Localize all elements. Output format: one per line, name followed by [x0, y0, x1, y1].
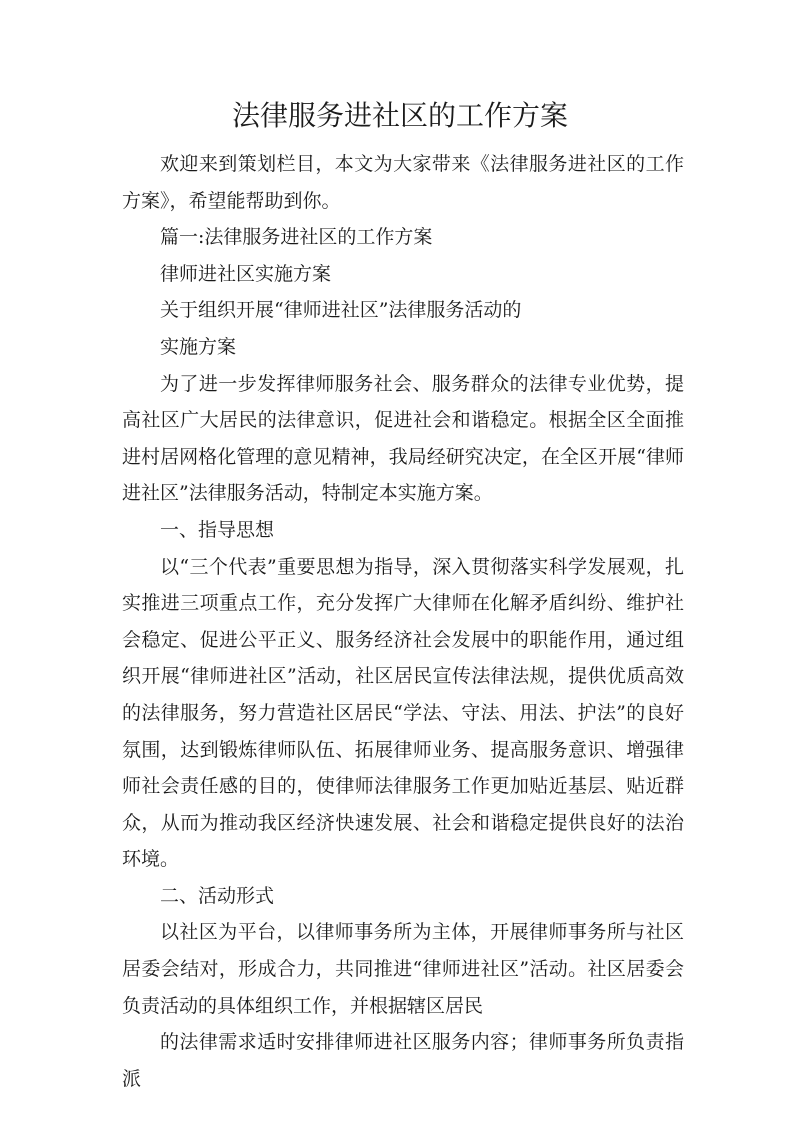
- paragraph-plan-subtitle-cont: 实施方案: [160, 335, 237, 358]
- paragraph-part-one-heading: 篇一:法律服务进社区的工作方案: [160, 226, 433, 249]
- document-body: [122, 146, 684, 1097]
- section-heading-activity-form: 二、活动形式: [160, 884, 275, 907]
- paragraph-purpose: 为了进一步发挥律师服务社会、服务群众的法律专业优势，提高社区广大居民的法律意识，促进社会和谐稳定。根据全区全面推进村居网格化管理的意见精神，我局经研究决定，在全区开展“律师进社区”法律服务活动，特制定本实施方案。: [122, 372, 684, 505]
- paragraph-intro: 欢迎来到策划栏目，本文为大家带来《法律服务进社区的工作方案》，希望能帮助到你。: [122, 153, 684, 212]
- paragraph-activity-form: 以社区为平台，以律师事务所为主体，开展律师事务所与社区居委会结对，形成合力，共同推进“律师进社区”活动。社区居委会负责活动的具体组织工作，并根据辖区居民: [122, 921, 684, 1017]
- paragraph-plan-title: 律师进社区实施方案: [160, 262, 332, 285]
- section-heading-guiding-ideology: 一、指导思想: [160, 518, 275, 541]
- paragraph-guiding-ideology: 以“三个代表”重要思想为指导，深入贯彻落实科学发展观，扎实推进三项重点工作，充分发挥广大律师在化解矛盾纠纷、维护社会稳定、促进公平正义、服务经济社会发展中的职能作用，通过组织开展“律师进社区”活动，社区居民宣传法律法规，提供优质高效的法律服务，努力营造社区居民“学法、守法、用法、护法”的良好氛围，达到锻炼律师队伍、拓展律师业务、提高服务意识、增强律师社会责任感的目的，使律师法律服务工作更加贴近基层、贴近群众，从而为推动我区经济快速发展、社会和谐稳定提供良好的法治环境。: [122, 555, 684, 871]
- document-title: 法律服务进社区的工作方案: [231, 99, 568, 132]
- paragraph-activity-form-cont: 的法律需求适时安排律师进社区服务内容；律师事务所负责指派: [122, 1031, 684, 1090]
- paragraph-plan-subtitle: 关于组织开展“律师进社区”法律服务活动的: [160, 299, 522, 322]
